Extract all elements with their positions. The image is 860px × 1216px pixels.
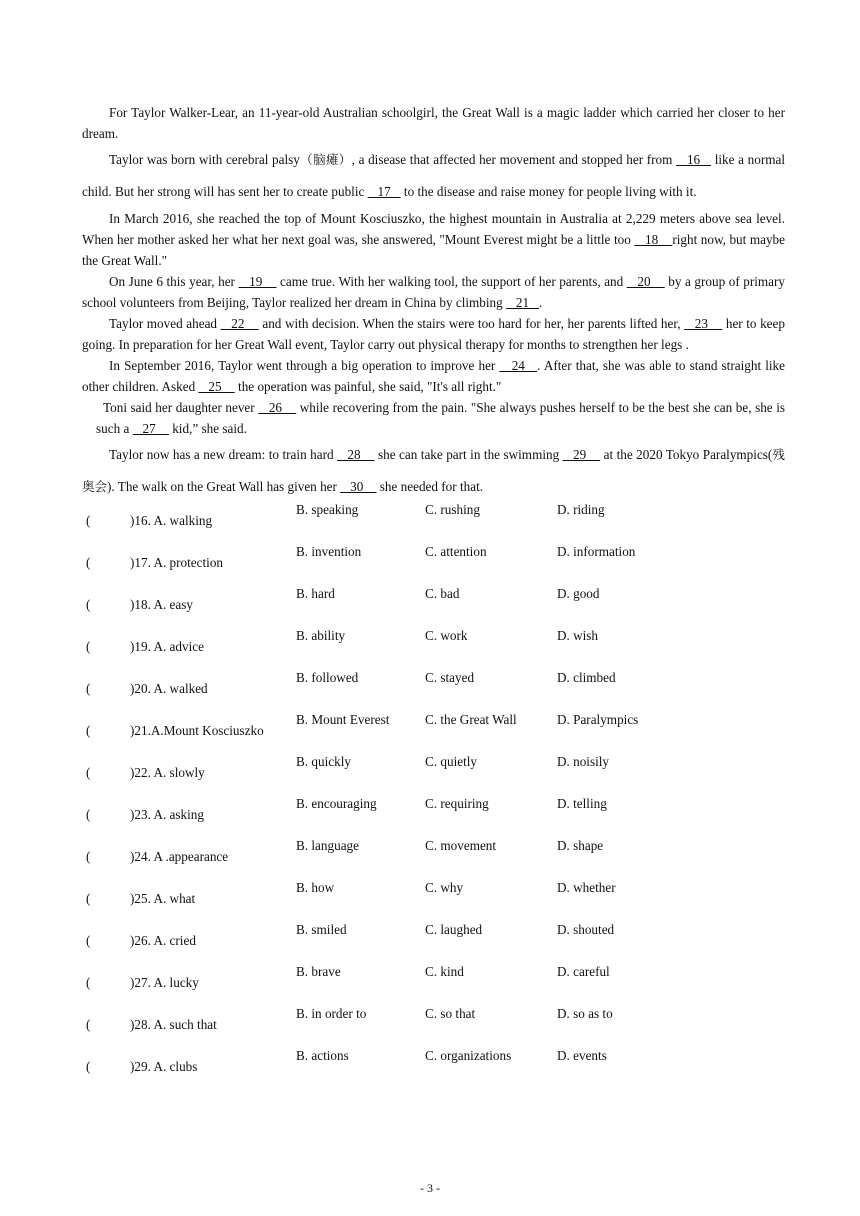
option-a: )27. A. lucky (130, 975, 199, 990)
blank-27: 27 (132, 421, 169, 436)
option-a: )25. A. what (130, 891, 196, 906)
option-d: D. careful (557, 964, 610, 979)
text: Taylor was born with cerebral palsy (109, 152, 300, 167)
option-c: C. laughed (425, 922, 483, 937)
question-29 (82, 1046, 785, 1088)
paragraph-1 (82, 102, 785, 144)
option-b: B. smiled (296, 922, 347, 937)
text: ). The walk on the Great Wall has given her (107, 479, 341, 494)
option-c: C. movement (425, 838, 497, 853)
question-25 (82, 878, 785, 920)
blank-20: 20 (626, 274, 665, 289)
paragraph-3 (82, 208, 785, 271)
text: . (539, 295, 543, 310)
text: For Taylor Walker-Lear, an 11-year-old Australian schoolgirl, the Great Wall is a magic ladder which carried her closer to her dream. (82, 105, 785, 141)
option-b: B. hard (296, 586, 335, 601)
paragraph-8 (82, 439, 785, 503)
option-b: B. language (296, 838, 359, 853)
option-a: )16. A. walking (130, 513, 213, 528)
answer-bracket-open: ( (86, 555, 91, 570)
option-d: D. wish (557, 628, 599, 643)
option-b: B. invention (296, 544, 362, 559)
paragraph-4 (82, 271, 785, 313)
answer-bracket-open: ( (86, 807, 91, 822)
question-list (82, 500, 785, 1088)
text: like a normal child. But her strong will has sent her to create public (82, 152, 785, 199)
question-24 (82, 836, 785, 878)
text: In March 2016, she reached the top of Mount Kosciuszko, the highest mountain in Australia at 2,229 meters above sea level. When her mother asked her what her next goal was, she answered, "Mount Everest might be a little too (82, 211, 785, 247)
answer-bracket-open: ( (86, 1059, 91, 1074)
option-a: )23. A. asking (130, 807, 204, 822)
text: In September 2016, Taylor went through a big operation to improve her (109, 358, 500, 373)
answer-bracket-open: ( (86, 723, 91, 738)
option-c: C. kind (425, 964, 464, 979)
question-28 (82, 1004, 785, 1046)
answer-bracket-open: ( (86, 891, 91, 906)
option-c: C. so that (425, 1006, 476, 1021)
option-b: B. brave (296, 964, 341, 979)
option-c: C. stayed (425, 670, 475, 685)
text: On June 6 this year, her (109, 274, 239, 289)
answer-bracket-open: ( (86, 1017, 91, 1032)
question-22 (82, 752, 785, 794)
option-d: D. noisily (557, 754, 610, 769)
option-b: B. ability (296, 628, 346, 643)
option-d: D. climbed (557, 670, 616, 685)
option-c: C. organizations (425, 1048, 512, 1063)
text: . After that, she was able to stand straight like other children. Asked (82, 358, 785, 394)
option-c: C. rushing (425, 502, 480, 517)
option-a: )28. A. such that (130, 1017, 217, 1032)
answer-bracket-open: ( (86, 765, 91, 780)
blank-28: 28 (337, 447, 375, 462)
option-b: B. in order to (296, 1006, 367, 1021)
option-d: D. shouted (557, 922, 615, 937)
option-d: D. Paralympics (557, 712, 639, 727)
paragraph-2 (82, 144, 785, 208)
option-a: )17. A. protection (130, 555, 224, 570)
option-d: D. whether (557, 880, 616, 895)
option-a: )22. A. slowly (130, 765, 205, 780)
option-c: C. work (425, 628, 468, 643)
answer-bracket-open: ( (86, 975, 91, 990)
option-b: B. followed (296, 670, 359, 685)
text: the operation was painful, she said, "It's all right." (234, 379, 502, 394)
option-c: C. why (425, 880, 464, 895)
option-d: D. riding (557, 502, 605, 517)
answer-bracket-open: ( (86, 513, 91, 528)
paragraph-7 (82, 397, 785, 439)
text: she can take part in the swimming (374, 447, 563, 462)
text: she needed for that. (376, 479, 484, 494)
option-b: B. quickly (296, 754, 351, 769)
text: kid,” she said. (168, 421, 247, 436)
option-b: B. speaking (296, 502, 359, 517)
answer-bracket-open: ( (86, 933, 91, 948)
chinese-annotation: 残奥会 (82, 447, 785, 494)
option-d: D. events (557, 1048, 607, 1063)
blank-18: 18 (634, 232, 673, 247)
option-d: D. shape (557, 838, 604, 853)
blank-30: 30 (340, 479, 377, 494)
page-number: - 3 - (420, 1181, 440, 1195)
option-a: )29. A. clubs (130, 1059, 198, 1074)
answer-bracket-open: ( (86, 681, 91, 696)
blank-17: 17 (367, 184, 401, 199)
option-c: C. quietly (425, 754, 478, 769)
option-d: D. good (557, 586, 600, 601)
blank-21: 21 (506, 295, 539, 310)
chinese-annotation: （脑瘫） (299, 152, 352, 167)
text: to the disease and raise money for people living with it. (400, 184, 697, 199)
question-20 (82, 668, 785, 710)
option-a: )19. A. advice (130, 639, 204, 654)
answer-bracket-open: ( (86, 639, 91, 654)
question-23 (82, 794, 785, 836)
text: her to keep going. In preparation for her Great Wall event, Taylor carry out physical therapy for months to strengthen her legs . (82, 316, 785, 352)
blank-24: 24 (499, 358, 538, 373)
option-b: B. how (296, 880, 335, 895)
option-b: B. actions (296, 1048, 349, 1063)
blank-26: 26 (258, 400, 297, 415)
option-a: )24. A .appearance (130, 849, 229, 864)
paragraph-6 (82, 355, 785, 397)
option-c: C. bad (425, 586, 460, 601)
text: Toni said her daughter never (103, 400, 259, 415)
text: came true. With her walking tool, the support of her parents, and (276, 274, 627, 289)
answer-bracket-open: ( (86, 597, 91, 612)
option-a: )18. A. easy (130, 597, 193, 612)
blank-23: 23 (684, 316, 723, 331)
text: Taylor now has a new dream: to train hard (109, 447, 338, 462)
text: and with decision. When the stairs were too hard for her, her parents lifted her, (258, 316, 685, 331)
paragraph-5 (82, 313, 785, 355)
option-a: )21.A.Mount Kosciuszko (130, 723, 264, 738)
text: while recovering from the pain. "She always pushes herself to be the best she can be, she is such a (96, 400, 785, 436)
blank-22: 22 (220, 316, 259, 331)
option-d: D. so as to (557, 1006, 613, 1021)
text: right now, but maybe the Great Wall." (82, 232, 786, 268)
option-c: C. requiring (425, 796, 489, 811)
reading-passage (82, 102, 785, 503)
option-b: B. encouraging (296, 796, 377, 811)
question-27 (82, 962, 785, 1004)
option-c: C. attention (425, 544, 487, 559)
option-a: )26. A. cried (130, 933, 196, 948)
question-16 (82, 500, 785, 542)
blank-16: 16 (676, 152, 712, 167)
option-d: D. information (557, 544, 636, 559)
question-17 (82, 542, 785, 584)
text: by a group of primary school volunteers from Beijing, Taylor realized her dream in China by climbing (82, 274, 786, 310)
option-d: D. telling (557, 796, 607, 811)
answer-bracket-open: ( (86, 849, 91, 864)
blank-19: 19 (238, 274, 277, 289)
blank-29: 29 (562, 447, 601, 462)
text: Taylor moved ahead (109, 316, 221, 331)
blank-25: 25 (198, 379, 235, 394)
question-19 (82, 626, 785, 668)
question-26 (82, 920, 785, 962)
option-c: C. the Great Wall (425, 712, 517, 727)
text: at the 2020 Tokyo Paralympics( (600, 447, 773, 462)
question-18 (82, 584, 785, 626)
option-a: )20. A. walked (130, 681, 208, 696)
question-21 (82, 710, 785, 752)
option-b: B. Mount Everest (296, 712, 390, 727)
text: , a disease that affected her movement and stopped her from (351, 152, 677, 167)
